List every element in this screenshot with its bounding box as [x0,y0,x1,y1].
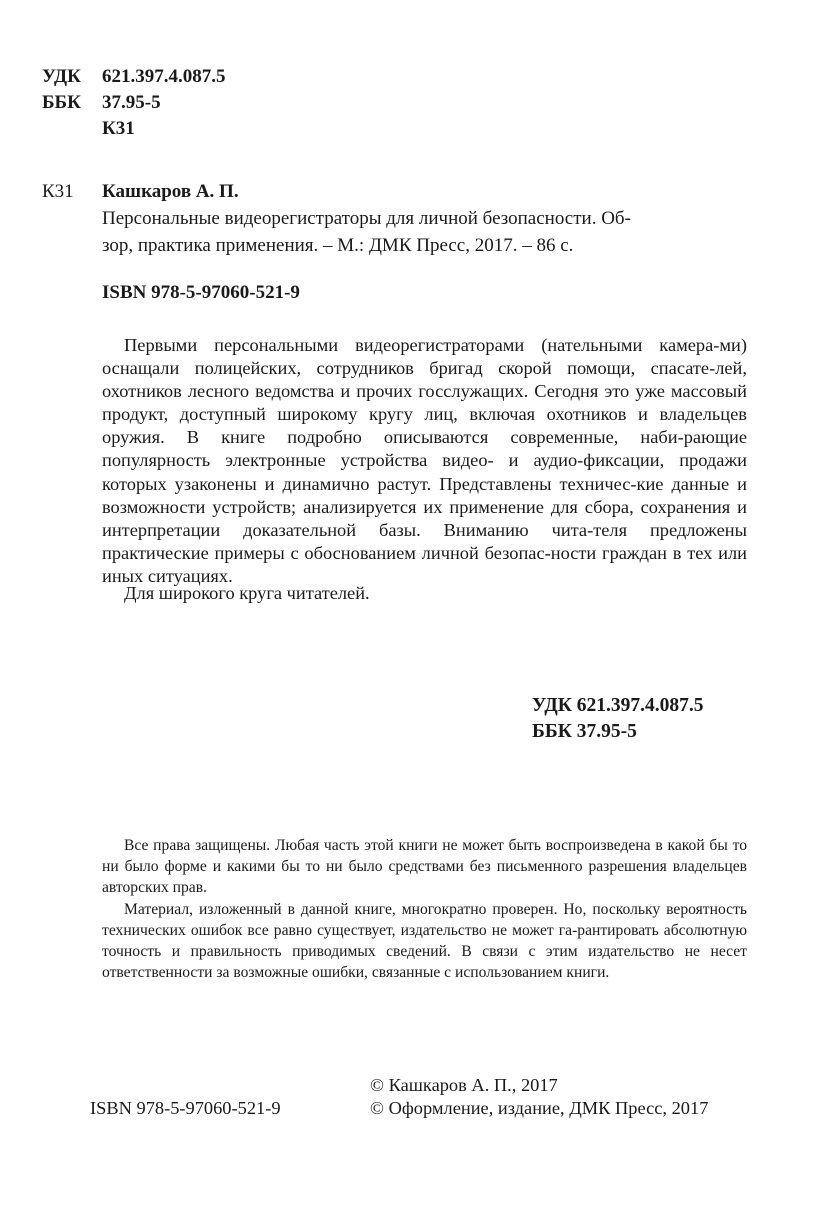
isbn-footer: ISBN 978-5-97060-521-9 [90,1098,281,1118]
bibliographic-record [42,178,747,306]
bbk-value: 37.95-5 [102,92,161,113]
author-name: Кашкаров А. П. [102,181,239,202]
rights-paragraph-1: Все права защищены. Любая часть этой книги не может быть воспроизведена в какой бы то ни было форме и какими бы то ни было средствами без письменного разрешения владельцев авторских прав. [102,837,747,897]
author-sign-row [42,116,226,142]
author-sign-code: К31 [42,181,74,202]
isbn-bold: ISBN 978-5-97060-521-9 [102,282,300,303]
bibliographic-body [102,178,747,306]
rights-paragraph-2: Материал, изложенный в данной книге, многократно проверен. Но, поскольку вероятность технических ошибок все равно существует, издательство не может га-рантировать абсолютную точность и правильность приводимых сведений. В связи с этим издательство не несет ответственности за возможные ошибки, связанные с использованием книги. [102,900,747,982]
book-description-line-2: зор, практика применения. – М.: ДМК Пресс, 2017. – 86 с. [102,235,574,256]
book-description-line-1: Персональные видеорегистраторы для личной безопасности. Об- [102,208,631,229]
copyright-publisher: © Оформление, издание, ДМК Пресс, 2017 [370,1098,709,1118]
classification-block [42,64,226,142]
bbk-label: ББК [42,92,81,113]
abstract-text: Первыми персональными видеорегистраторами (нательными камера-ми) оснащали полицейских, сотрудников бригад скорой помощи, спасате-лей, охотников лесного ведомства и прочих госслужащих. Сегодня это уже массовый продукт, доступный широкому кругу лиц, включая охотников и владельцев оружия. В книге подробно описываются современные, наби-рающие популярность электронные устройства видео- и аудио-фиксации, продажи которых узаконены и динамично растут. Представлены техничес-кие данные и возможности устройств; анализируется их применение для сбора, сохранения и интерпретации доказательной базы. Вниманию чита-теля предложены практические примеры с обоснованием личной безопас-ности граждан в тех или иных ситуациях. [102,335,747,586]
udk-right: УДК 621.397.4.087.5 [532,695,704,716]
udk-row [42,64,226,90]
audience-note: Для широкого круга читателей. [124,583,370,603]
udk-label: УДК [42,66,81,87]
copyright-author: © Кашкаров А. П., 2017 [370,1075,558,1095]
bbk-row [42,90,226,116]
copyright-block [370,1074,708,1120]
bbk-right: ББК 37.95-5 [532,721,637,742]
udk-value: 621.397.4.087.5 [102,66,226,87]
author-sign: К31 [102,118,135,139]
classification-right [532,693,704,745]
rights-notice [102,835,747,983]
